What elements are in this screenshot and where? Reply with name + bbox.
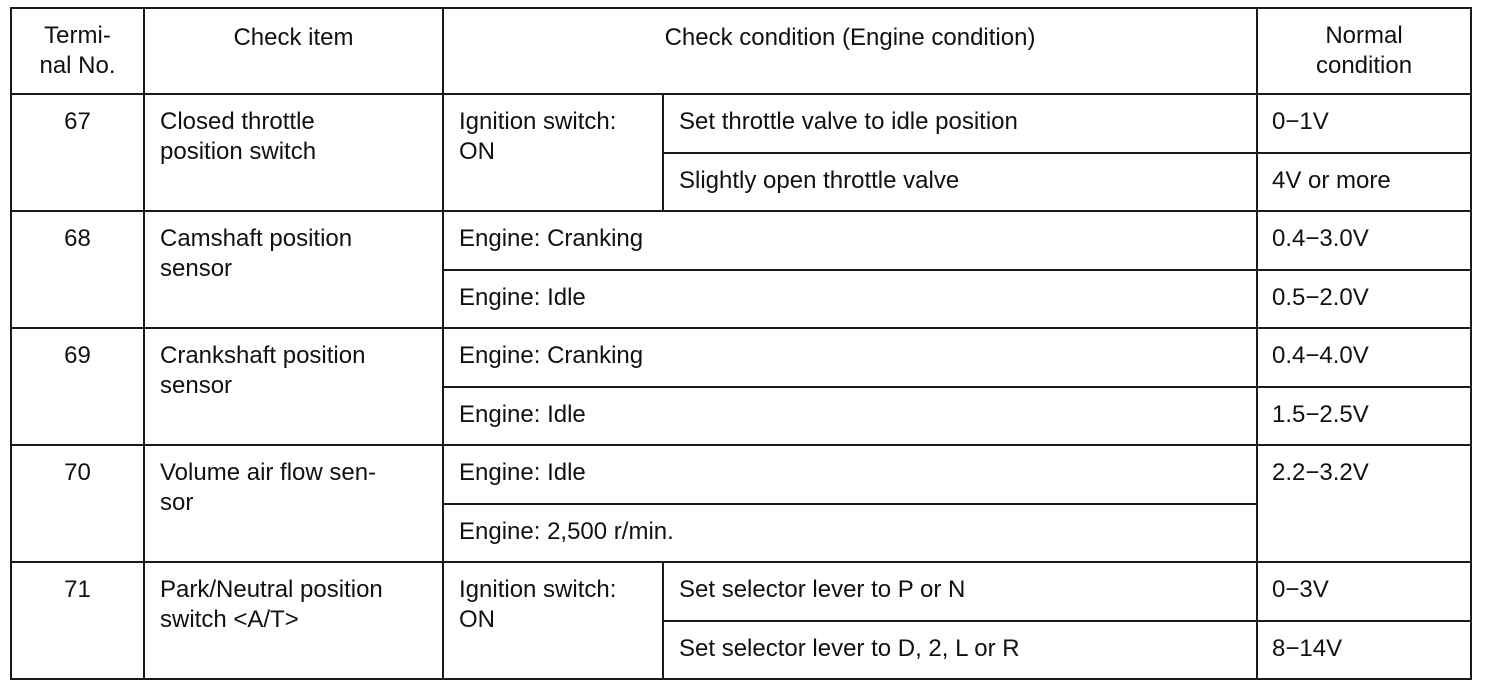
check-condition: Engine: Cranking (443, 211, 1257, 270)
check-item-line: position switch (160, 138, 317, 165)
check-item (144, 445, 443, 562)
terminal-number: 70 (11, 445, 144, 562)
header-terminal-line-1: Termi- (44, 22, 111, 49)
check-condition: Set selector lever to D, 2, L or R (663, 621, 1257, 680)
check-item-line: switch <A/T> (160, 606, 299, 633)
ignition-switch-condition (443, 94, 663, 211)
check-item-line: Camshaft position (160, 225, 353, 252)
switch-line: Ignition switch: (459, 576, 617, 603)
check-condition: Engine: 2,500 r/min. (443, 504, 1257, 563)
header-normal-line-2: condition (1315, 52, 1413, 79)
header-terminal-line-2: nal No. (39, 52, 116, 79)
normal-condition: 0−1V (1257, 94, 1471, 153)
check-item-line: sensor (160, 372, 233, 399)
terminal-number: 68 (11, 211, 144, 328)
table-row (11, 94, 1471, 153)
normal-condition: 4V or more (1257, 153, 1471, 212)
terminal-number: 67 (11, 94, 144, 211)
switch-line: ON (459, 138, 495, 165)
check-condition: Set throttle valve to idle position (663, 94, 1257, 153)
table-row (11, 562, 1471, 621)
check-item-line: Closed throttle (160, 108, 315, 135)
header-check-condition: Check condition (Engine condition) (443, 8, 1257, 94)
header-terminal-no (11, 8, 144, 94)
check-item (144, 562, 443, 679)
check-item-line: sensor (160, 255, 233, 282)
check-condition: Engine: Idle (443, 270, 1257, 329)
check-item-line: Volume air flow sen- (160, 459, 377, 486)
terminal-number: 69 (11, 328, 144, 445)
check-item (144, 94, 443, 211)
table-row (11, 211, 1471, 270)
check-condition: Set selector lever to P or N (663, 562, 1257, 621)
terminal-check-table (10, 7, 1472, 680)
check-item-line: Crankshaft position (160, 342, 366, 369)
normal-condition: 0.4−3.0V (1257, 211, 1471, 270)
check-condition: Engine: Cranking (443, 328, 1257, 387)
check-item (144, 328, 443, 445)
normal-condition: 0−3V (1257, 562, 1471, 621)
normal-condition: 2.2−3.2V (1257, 445, 1471, 562)
terminal-number: 71 (11, 562, 144, 679)
normal-condition: 0.4−4.0V (1257, 328, 1471, 387)
ignition-switch-condition (443, 562, 663, 679)
check-condition: Engine: Idle (443, 445, 1257, 504)
table-row (11, 445, 1471, 504)
check-item (144, 211, 443, 328)
check-condition: Slightly open throttle valve (663, 153, 1257, 212)
table-row (11, 328, 1471, 387)
header-normal-line-1: Normal (1325, 22, 1403, 49)
check-item-line: Park/Neutral position (160, 576, 383, 603)
switch-line: Ignition switch: (459, 108, 617, 135)
header-row (11, 8, 1471, 94)
normal-condition: 8−14V (1257, 621, 1471, 680)
header-check-item: Check item (144, 8, 443, 94)
check-item-line: sor (160, 489, 194, 516)
normal-condition: 1.5−2.5V (1257, 387, 1471, 446)
check-condition: Engine: Idle (443, 387, 1257, 446)
header-normal-condition (1257, 8, 1471, 94)
switch-line: ON (459, 606, 495, 633)
normal-condition: 0.5−2.0V (1257, 270, 1471, 329)
